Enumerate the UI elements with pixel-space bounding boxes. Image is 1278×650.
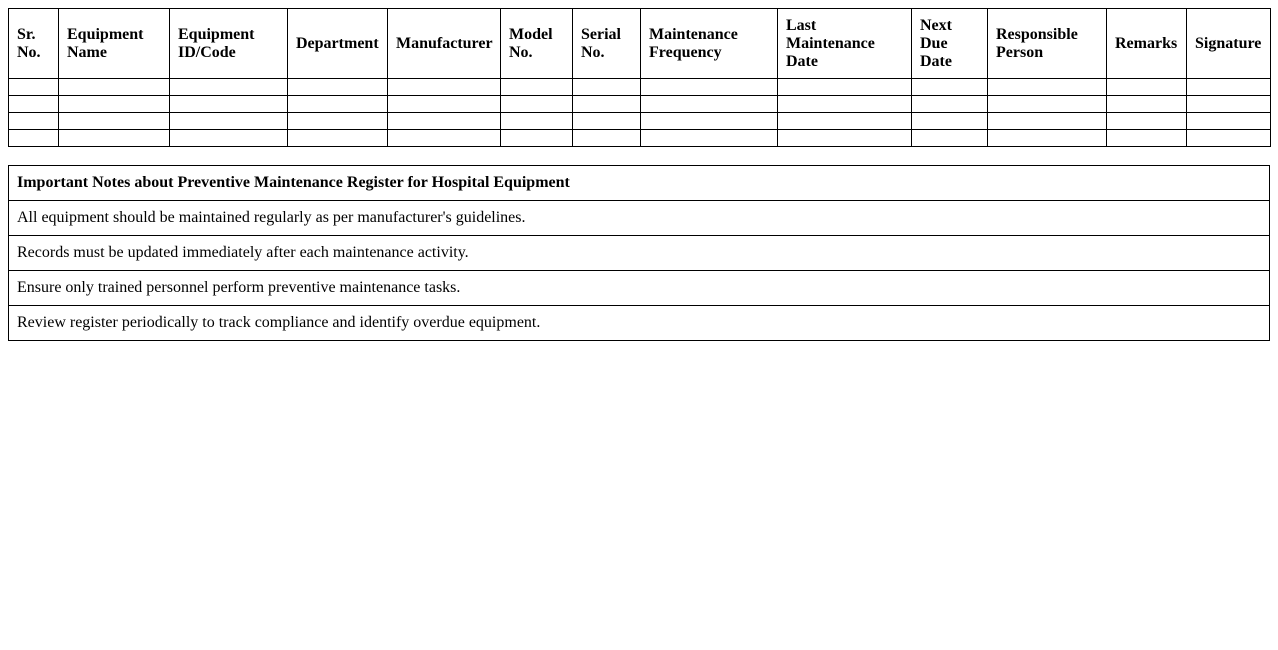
column-header-manufacturer: Manufacturer [388, 9, 501, 79]
note-row [9, 271, 1270, 306]
table-cell [59, 130, 170, 147]
table-row [9, 130, 1271, 147]
note-item: Review register periodically to track compliance and identify overdue equipment. [9, 306, 1270, 341]
table-cell [1107, 79, 1187, 96]
table-cell [1107, 130, 1187, 147]
table-cell [641, 96, 778, 113]
column-header-sr-no: Sr. No. [9, 9, 59, 79]
document-body [8, 8, 1270, 341]
column-header-serial-no: Serial No. [573, 9, 641, 79]
table-cell [912, 79, 988, 96]
table-cell [388, 130, 501, 147]
column-header-last-maintenance-date: Last Maintenance Date [778, 9, 912, 79]
table-cell [1187, 79, 1271, 96]
table-cell [170, 113, 288, 130]
table-cell [288, 79, 388, 96]
note-item: Records must be updated immediately after each maintenance activity. [9, 236, 1270, 271]
table-cell [59, 113, 170, 130]
table-cell [1187, 130, 1271, 147]
table-cell [9, 113, 59, 130]
table-cell [573, 96, 641, 113]
table-cell [59, 96, 170, 113]
table-row [9, 96, 1271, 113]
table-cell [170, 96, 288, 113]
table-cell [388, 79, 501, 96]
table-cell [288, 96, 388, 113]
table-cell [912, 96, 988, 113]
table-row [9, 113, 1271, 130]
table-cell [641, 130, 778, 147]
table-cell [9, 79, 59, 96]
table-cell [170, 130, 288, 147]
table-cell [9, 96, 59, 113]
table-cell [1187, 113, 1271, 130]
column-header-equipment-id: Equipment ID/Code [170, 9, 288, 79]
table-cell [1107, 113, 1187, 130]
table-cell [288, 130, 388, 147]
notes-table [8, 165, 1270, 341]
table-cell [388, 113, 501, 130]
column-header-remarks: Remarks [1107, 9, 1187, 79]
column-header-equipment-name: Equipment Name [59, 9, 170, 79]
table-cell [573, 79, 641, 96]
column-header-signature: Signature [1187, 9, 1271, 79]
table-cell [501, 96, 573, 113]
column-header-maintenance-frequency: Maintenance Frequency [641, 9, 778, 79]
table-cell [988, 130, 1107, 147]
table-cell [912, 113, 988, 130]
table-cell [641, 113, 778, 130]
column-header-department: Department [288, 9, 388, 79]
table-cell [641, 79, 778, 96]
table-cell [1107, 96, 1187, 113]
note-row [9, 201, 1270, 236]
table-cell [501, 113, 573, 130]
table-cell [988, 79, 1107, 96]
column-header-next-due-date: Next Due Date [912, 9, 988, 79]
register-body [9, 79, 1271, 147]
table-cell [988, 113, 1107, 130]
table-cell [501, 130, 573, 147]
note-item: All equipment should be maintained regularly as per manufacturer's guidelines. [9, 201, 1270, 236]
table-cell [912, 130, 988, 147]
note-row [9, 236, 1270, 271]
note-item: Ensure only trained personnel perform preventive maintenance tasks. [9, 271, 1270, 306]
table-cell [9, 130, 59, 147]
table-cell [388, 96, 501, 113]
table-cell [778, 130, 912, 147]
table-cell [778, 79, 912, 96]
notes-title-row [9, 166, 1270, 201]
column-header-responsible-person: Responsible Person [988, 9, 1107, 79]
table-cell [778, 96, 912, 113]
table-cell [501, 79, 573, 96]
table-cell [573, 113, 641, 130]
table-row [9, 79, 1271, 96]
note-row [9, 306, 1270, 341]
table-cell [59, 79, 170, 96]
table-cell [288, 113, 388, 130]
notes-title: Important Notes about Preventive Maintenance Register for Hospital Equipment [9, 166, 1270, 201]
table-cell [988, 96, 1107, 113]
table-cell [573, 130, 641, 147]
maintenance-register-table [8, 8, 1271, 147]
column-header-model-no: Model No. [501, 9, 573, 79]
table-cell [778, 113, 912, 130]
table-cell [170, 79, 288, 96]
table-cell [1187, 96, 1271, 113]
table-header-row [9, 9, 1271, 79]
